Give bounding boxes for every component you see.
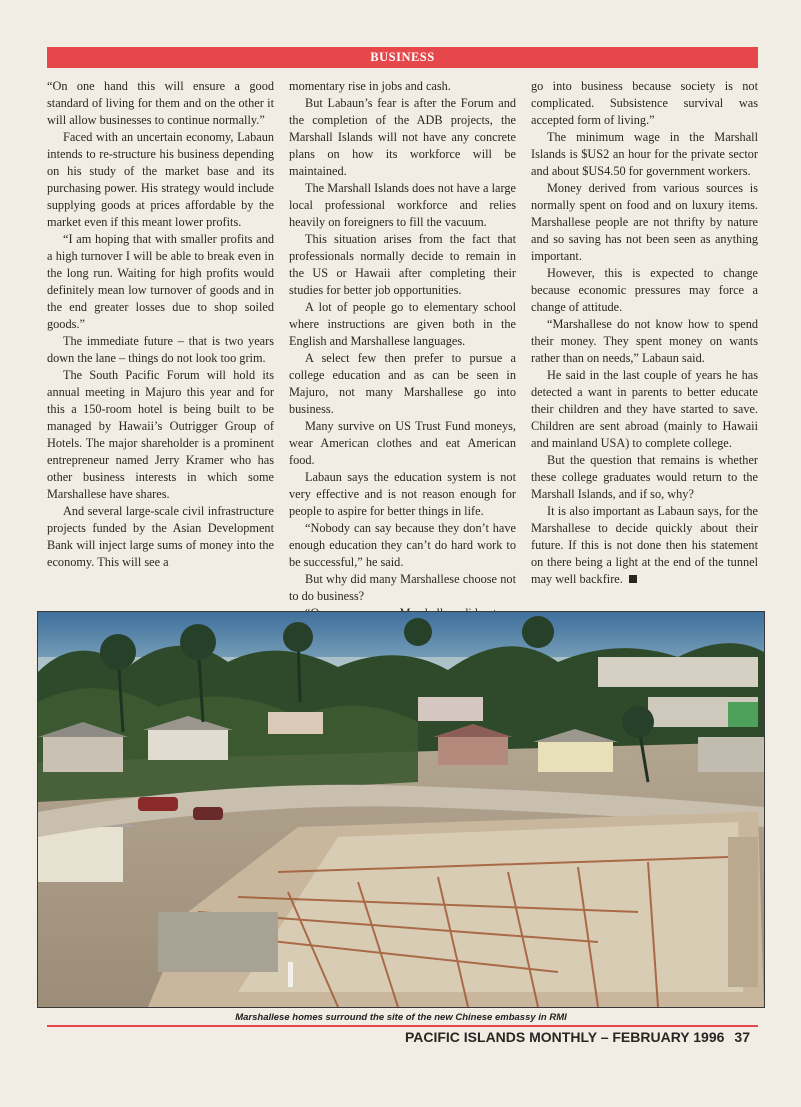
- paragraph: But the question that remains is whether these college graduates would return to the Marshall Islands, and if so, why?: [531, 453, 758, 501]
- page-footer: [47, 1029, 750, 1045]
- paragraph: Faced with an uncertain economy, Labaun intends to re-structure his business depending on his study of the market base and its purchasing power. His strategy would include supplying goods at prices affordable by the market even if this meant lower profits.: [47, 130, 274, 229]
- paragraph: “On one hand this will ensure a good standard of living for them and on the other it will allow businesses to continue normally.”: [47, 79, 274, 127]
- article-column-1: [47, 78, 274, 600]
- publication-info: PACIFIC ISLANDS MONTHLY – FEBRUARY 1996: [404, 1029, 725, 1045]
- article-column-2: [289, 78, 516, 603]
- final-paragraph-text: It is also important as Labaun says, for the Marshallese to decide quickly about their future. If this is not done then his statement on there being a light at the end of the tunnel may well backfire.: [531, 504, 758, 586]
- article-body: [47, 78, 758, 603]
- paragraph: He said in the last couple of years he has detected a want in parents to better educate their children and they have started to save. Children are sent abroad (mainly to Hawaii and mainland USA) to complete college.: [531, 368, 758, 450]
- paragraph: The immediate future – that is two years down the lane – things do not look too grim.: [47, 334, 274, 365]
- article-column-3: [531, 78, 758, 600]
- footer-rule: [47, 1025, 758, 1027]
- paragraph: “I am hoping that with smaller profits and a high turnover I will be able to break even in the long run. Waiting for high profits would definitely mean low turnover of goods and in the end greater losses due to shop soiled goods.”: [47, 232, 274, 331]
- end-of-article-mark: [629, 575, 637, 583]
- section-header: BUSINESS: [47, 47, 758, 68]
- construction-site-photo: [37, 611, 765, 1008]
- paragraph: momentary rise in jobs and cash.: [289, 79, 451, 93]
- paragraph: A select few then prefer to pursue a college education and as can be seen in Majuro, not many Marshallese go into business.: [289, 351, 516, 416]
- paragraph: “Marshallese do not know how to spend their money. They spent money on wants rather than on needs,” Labaun said.: [531, 317, 758, 365]
- paragraph: The Marshall Islands does not have a large local professional workforce and relies heavily on foreigners to fill the vacuum.: [289, 181, 516, 229]
- paragraph: The South Pacific Forum will hold its annual meeting in Majuro this year and for this a 150-room hotel is being built to be managed by Hawaii’s Outrigger Group of Hotels. The major shareholder is a prominent entrepreneur named Jerry Kramer who has other business interests in which some Marshallese have shares.: [47, 368, 274, 501]
- paragraph: However, this is expected to change because economic pressures may force a change of attitude.: [531, 266, 758, 314]
- paragraph: go into business because society is not complicated. Subsistence survival was accepted form of living.”: [531, 79, 758, 127]
- paragraph: This situation arises from the fact that professionals normally decide to remain in the US or Hawaii after completing their studies for better job opportunities.: [289, 232, 516, 297]
- paragraph: And several large-scale civil infrastructure projects funded by the Asian Development Bank will inject large sums of money into the economy. This will see a: [47, 504, 274, 569]
- paragraph: But why did many Marshallese choose not to do business?: [289, 572, 516, 603]
- paragraph: Money derived from various sources is normally spent on food and on luxury items. Marshallese people are not thrifty by nature and so saving has not been seen as anything important.: [531, 181, 758, 263]
- final-paragraph: [531, 503, 758, 588]
- paragraph: Labaun says the education system is not very effective and is not reason enough for people to aspire for better things in life.: [289, 470, 516, 518]
- paragraph: But Labaun’s fear is after the Forum and the completion of the ADB projects, the Marshall Islands will not have any concrete plans on how its workforce will be maintained.: [289, 96, 516, 178]
- paragraph: The minimum wage in the Marshall Islands is $US2 an hour for the private sector and about $US4.50 for government workers.: [531, 130, 758, 178]
- page-number: 37: [734, 1029, 750, 1045]
- paragraph: Many survive on US Trust Fund moneys, wear American clothes and eat American food.: [289, 419, 516, 467]
- paragraph: “Nobody can say because they don’t have enough education they can’t do hard work to be successful,” he said.: [289, 521, 516, 569]
- photo-caption: Marshallese homes surround the site of the new Chinese embassy in RMI: [235, 1012, 567, 1023]
- paragraph: A lot of people go to elementary school where instructions are given both in the English and Marshallese languages.: [289, 300, 516, 348]
